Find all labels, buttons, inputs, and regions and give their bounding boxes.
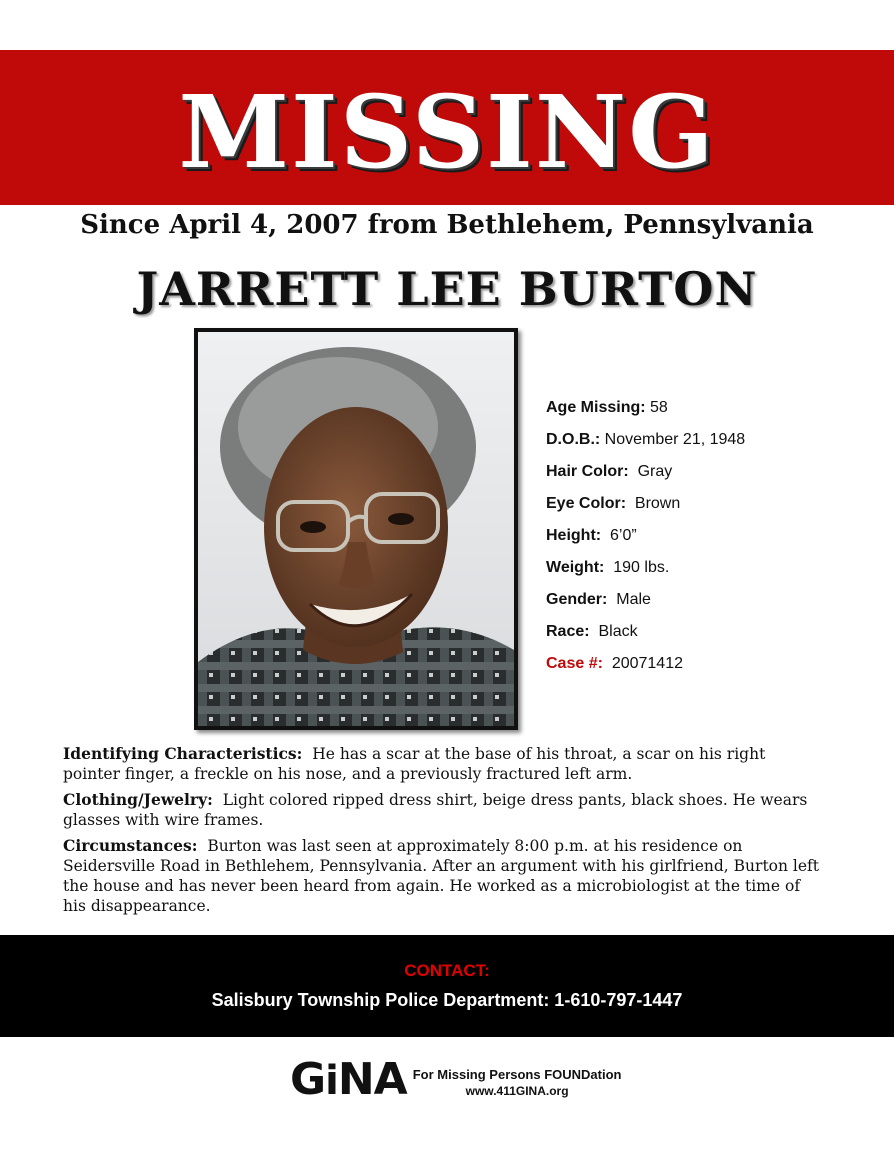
- gina-url[interactable]: www.411GINA.org: [465, 1083, 569, 1098]
- missing-banner: [0, 50, 894, 205]
- logo-letters-na: NA: [337, 1054, 407, 1105]
- description-section: [63, 744, 823, 922]
- details-list: [546, 396, 745, 684]
- detail-value: Male: [607, 591, 651, 608]
- identifying-label: Identifying Characteristics:: [63, 744, 303, 763]
- detail-race: [546, 620, 745, 652]
- portrait-image: [198, 332, 514, 726]
- detail-dob: [546, 428, 745, 460]
- detail-height: [546, 524, 745, 556]
- gina-footer: [290, 1055, 621, 1105]
- gina-tagline: For Missing Persons FOUNDation: [412, 1066, 622, 1082]
- contact-title: CONTACT:: [404, 961, 490, 980]
- logo-letter-g: G: [290, 1054, 326, 1105]
- identifying-text: He has a scar at the base of his throat, a scar on his right pointer finger, a freckle on his nose, and a previously fractured left arm.: [63, 745, 766, 783]
- missing-since-line: Since April 4, 2007 from Bethlehem, Pennsylvania: [80, 210, 814, 240]
- person-photo: [194, 328, 518, 730]
- detail-label: Height:: [546, 527, 602, 544]
- detail-value: 20071412: [602, 655, 683, 672]
- detail-value: November 21, 1948: [600, 431, 746, 448]
- detail-label: Age Missing:: [546, 399, 646, 416]
- circumstances-label: Circumstances:: [63, 836, 198, 855]
- detail-label: D.O.B.:: [546, 431, 601, 448]
- contact-phone-line: Salisbury Township Police Department: 1-610-797-1447: [211, 990, 683, 1010]
- missing-title: MISSING: [178, 72, 716, 191]
- detail-label: Eye Color:: [546, 495, 627, 512]
- detail-value: 190 lbs.: [604, 559, 670, 576]
- detail-value: Gray: [628, 463, 673, 480]
- detail-label: Case #:: [546, 655, 603, 672]
- circumstances-text: Burton was last seen at approximately 8:00 p.m. at his residence on Seidersville Road in Bethlehem, Pennsylvania. After an argument with his girlfriend, Burton left the house and has never been heard from again. He worked as a microbiologist at the time of his disappearance.: [63, 837, 820, 915]
- detail-eyes: [546, 492, 745, 524]
- logo-letter-i: i: [325, 1058, 338, 1104]
- detail-label: Hair Color:: [546, 463, 629, 480]
- detail-value: Brown: [626, 495, 681, 512]
- identifying-paragraph: [63, 744, 823, 784]
- detail-label: Race:: [546, 623, 590, 640]
- person-name: JARRETT LEE BURTON: [136, 262, 758, 316]
- detail-weight: [546, 556, 745, 588]
- detail-value: 6’0”: [601, 527, 637, 544]
- detail-value: Black: [589, 623, 638, 640]
- detail-hair: [546, 460, 745, 492]
- contact-bar: [0, 935, 894, 1037]
- clothing-label: Clothing/Jewelry:: [63, 790, 213, 809]
- detail-age: [546, 396, 745, 428]
- gina-text: [413, 1067, 622, 1098]
- clothing-paragraph: [63, 790, 823, 830]
- detail-gender: [546, 588, 745, 620]
- circumstances-paragraph: [63, 836, 823, 916]
- detail-label: Weight:: [546, 559, 605, 576]
- detail-case-number: [546, 652, 745, 684]
- detail-label: Gender:: [546, 591, 608, 608]
- detail-value: 58: [645, 399, 668, 416]
- clothing-text: Light colored ripped dress shirt, beige dress pants, black shoes. He wears glasses with wire frames.: [63, 791, 808, 829]
- gina-logo: [290, 1054, 407, 1105]
